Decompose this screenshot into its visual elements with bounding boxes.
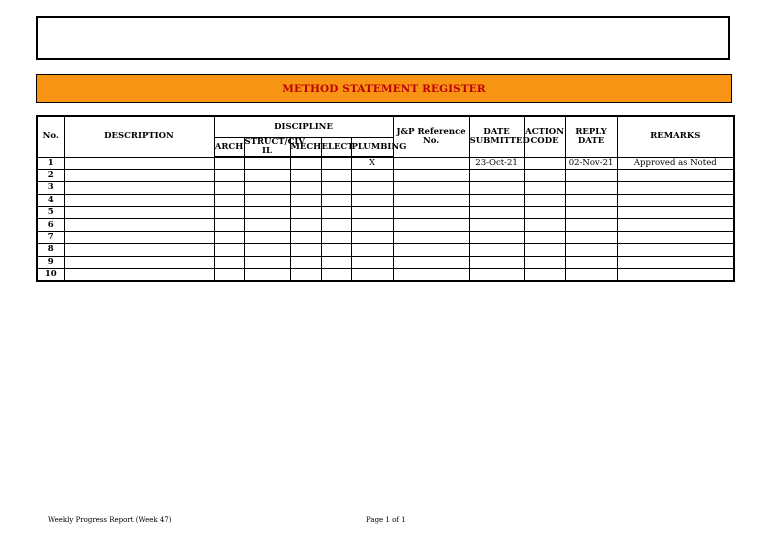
cell-mech xyxy=(290,194,321,206)
cell-date-submitted xyxy=(469,182,524,194)
cell-reference xyxy=(393,207,469,219)
cell-description xyxy=(64,194,214,206)
register-body xyxy=(37,157,734,281)
cell-no: 3 xyxy=(37,182,64,194)
col-header-no: No. xyxy=(37,116,64,157)
col-header-structcivil: STRUCT/CIV IL xyxy=(244,137,305,156)
cell-no: 1 xyxy=(37,157,64,169)
cell-arch xyxy=(214,207,244,219)
cell-remarks xyxy=(617,244,734,256)
cell-elect xyxy=(321,157,351,169)
cell-arch xyxy=(214,244,244,256)
col-header-arch: ARCH xyxy=(214,138,244,158)
col-header-date-submitted: DATE SUBMITTED xyxy=(469,116,524,157)
cell-date-submitted: 23-Oct-21 xyxy=(469,157,524,169)
cell-mech xyxy=(290,169,321,181)
cell-plumbing xyxy=(351,182,393,194)
table-row xyxy=(37,256,734,268)
cell-arch xyxy=(214,169,244,181)
cell-mech xyxy=(290,231,321,243)
cell-elect xyxy=(321,269,351,281)
cell-reply-date xyxy=(565,169,617,181)
cell-action-code xyxy=(524,207,565,219)
col-header-description: DESCRIPTION xyxy=(64,116,214,157)
cell-mech xyxy=(290,244,321,256)
cell-structcivil xyxy=(244,269,290,281)
document-header-box xyxy=(36,16,730,60)
cell-remarks xyxy=(617,219,734,231)
cell-reference xyxy=(393,244,469,256)
cell-no: 7 xyxy=(37,231,64,243)
cell-no: 5 xyxy=(37,207,64,219)
cell-no: 8 xyxy=(37,244,64,256)
cell-plumbing xyxy=(351,256,393,268)
cell-structcivil xyxy=(244,194,290,206)
cell-remarks xyxy=(617,194,734,206)
cell-plumbing: X xyxy=(351,157,393,169)
cell-arch xyxy=(214,256,244,268)
cell-action-code xyxy=(524,269,565,281)
table-row xyxy=(37,219,734,231)
cell-plumbing xyxy=(351,231,393,243)
cell-date-submitted xyxy=(469,207,524,219)
cell-structcivil xyxy=(244,182,290,194)
table-row xyxy=(37,194,734,206)
cell-reference xyxy=(393,194,469,206)
cell-date-submitted xyxy=(469,219,524,231)
cell-description xyxy=(64,244,214,256)
register-title-bar xyxy=(36,74,732,103)
cell-mech xyxy=(290,157,321,169)
cell-reference xyxy=(393,269,469,281)
cell-reply-date xyxy=(565,219,617,231)
cell-reference xyxy=(393,182,469,194)
table-row xyxy=(37,244,734,256)
cell-structcivil xyxy=(244,207,290,219)
cell-structcivil xyxy=(244,256,290,268)
cell-structcivil xyxy=(244,219,290,231)
cell-description xyxy=(64,182,214,194)
cell-mech xyxy=(290,182,321,194)
cell-elect xyxy=(321,244,351,256)
cell-action-code xyxy=(524,157,565,169)
cell-arch xyxy=(214,194,244,206)
cell-no: 9 xyxy=(37,256,64,268)
cell-reference xyxy=(393,169,469,181)
cell-description xyxy=(64,207,214,219)
cell-arch xyxy=(214,157,244,169)
cell-structcivil xyxy=(244,157,290,169)
cell-plumbing xyxy=(351,194,393,206)
cell-remarks xyxy=(617,231,734,243)
col-header-plumbing: PLUMBING xyxy=(351,138,393,158)
cell-remarks xyxy=(617,182,734,194)
table-row xyxy=(37,182,734,194)
cell-plumbing xyxy=(351,244,393,256)
cell-reply-date xyxy=(565,269,617,281)
cell-reply-date xyxy=(565,244,617,256)
cell-reply-date xyxy=(565,194,617,206)
cell-arch xyxy=(214,219,244,231)
col-header-reference: J&P Reference No. xyxy=(393,116,469,157)
table-row xyxy=(37,269,734,281)
col-header-reply-date: REPLY DATE xyxy=(565,116,617,157)
cell-reply-date xyxy=(565,182,617,194)
cell-remarks: Approved as Noted xyxy=(617,157,734,169)
cell-reference xyxy=(393,219,469,231)
cell-action-code xyxy=(524,231,565,243)
cell-elect xyxy=(321,256,351,268)
cell-description xyxy=(64,157,214,169)
cell-reference xyxy=(393,231,469,243)
cell-description xyxy=(64,219,214,231)
cell-plumbing xyxy=(351,269,393,281)
cell-description xyxy=(64,231,214,243)
cell-structcivil xyxy=(244,169,290,181)
method-statement-table xyxy=(36,115,735,282)
table-row xyxy=(37,231,734,243)
cell-structcivil xyxy=(244,231,290,243)
cell-reply-date xyxy=(565,231,617,243)
cell-remarks xyxy=(617,207,734,219)
register-title: METHOD STATEMENT REGISTER xyxy=(282,82,486,95)
cell-structcivil xyxy=(244,244,290,256)
cell-date-submitted xyxy=(469,169,524,181)
cell-description xyxy=(64,169,214,181)
table-row xyxy=(37,207,734,219)
cell-elect xyxy=(321,169,351,181)
cell-date-submitted xyxy=(469,194,524,206)
cell-reference xyxy=(393,256,469,268)
cell-mech xyxy=(290,219,321,231)
table-row xyxy=(37,157,734,169)
cell-mech xyxy=(290,256,321,268)
cell-elect xyxy=(321,207,351,219)
col-header-remarks: REMARKS xyxy=(617,116,734,157)
cell-arch xyxy=(214,231,244,243)
cell-no: 4 xyxy=(37,194,64,206)
cell-date-submitted xyxy=(469,244,524,256)
footer-report-label: Weekly Progress Report (Week 47) xyxy=(48,516,172,524)
cell-elect xyxy=(321,219,351,231)
cell-action-code xyxy=(524,182,565,194)
cell-remarks xyxy=(617,256,734,268)
cell-reply-date xyxy=(565,256,617,268)
cell-mech xyxy=(290,269,321,281)
cell-action-code xyxy=(524,244,565,256)
cell-mech xyxy=(290,207,321,219)
cell-elect xyxy=(321,231,351,243)
table-row xyxy=(37,169,734,181)
cell-elect xyxy=(321,182,351,194)
cell-arch xyxy=(214,269,244,281)
cell-reference xyxy=(393,157,469,169)
cell-plumbing xyxy=(351,169,393,181)
cell-remarks xyxy=(617,269,734,281)
col-header-mech: MECH xyxy=(290,138,321,158)
cell-remarks xyxy=(617,169,734,181)
cell-date-submitted xyxy=(469,256,524,268)
cell-elect xyxy=(321,194,351,206)
cell-no: 2 xyxy=(37,169,64,181)
cell-plumbing xyxy=(351,207,393,219)
cell-action-code xyxy=(524,256,565,268)
cell-action-code xyxy=(524,219,565,231)
cell-action-code xyxy=(524,194,565,206)
cell-description xyxy=(64,256,214,268)
cell-arch xyxy=(214,182,244,194)
cell-reply-date: 02-Nov-21 xyxy=(565,157,617,169)
cell-date-submitted xyxy=(469,231,524,243)
cell-date-submitted xyxy=(469,269,524,281)
cell-description xyxy=(64,269,214,281)
col-header-elect: ELECT xyxy=(321,138,351,158)
cell-action-code xyxy=(524,169,565,181)
cell-no: 6 xyxy=(37,219,64,231)
cell-plumbing xyxy=(351,219,393,231)
footer-page-number: Page 1 of 1 xyxy=(366,516,406,524)
col-header-discipline: DISCIPLINE xyxy=(214,116,393,138)
cell-no: 10 xyxy=(37,269,64,281)
cell-reply-date xyxy=(565,207,617,219)
col-header-action-code: ACTION CODE xyxy=(524,116,565,157)
